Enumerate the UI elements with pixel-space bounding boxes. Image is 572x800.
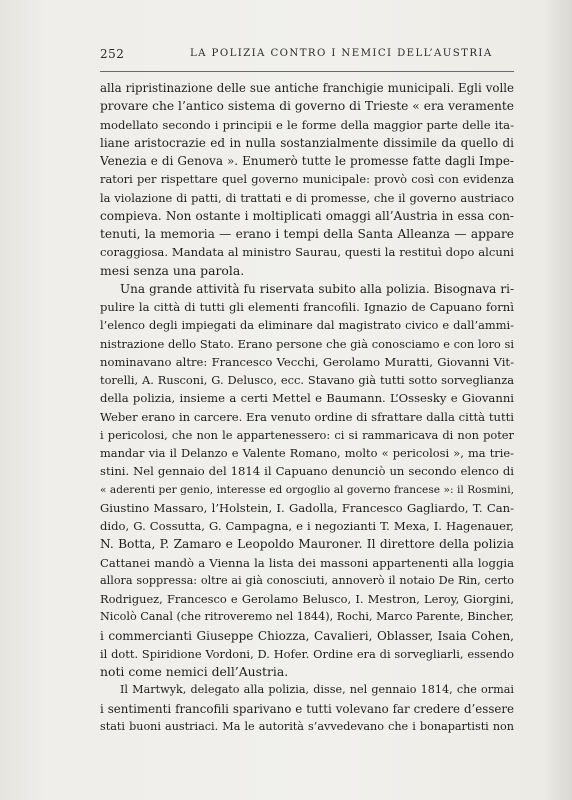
text-line: provare che l’antico sistema di governo di Trieste « era veramente bbox=[100, 99, 514, 114]
body-text bbox=[100, 79, 514, 736]
text-line: torelli, A. Rusconi, G. Delusco, ecc. Stavano già tutti sotto sorveglianza bbox=[100, 373, 514, 387]
text-line: tenuti, la memoria — erano i tempi della Santa Alleanza — appare bbox=[100, 227, 514, 241]
text-line: mandar via il Delanzo e Valente Romano, molto « pericolosi », ma trie- bbox=[100, 446, 514, 460]
text-line: Una grande attività fu riservata subito alla polizia. Bisognava ri- bbox=[120, 281, 514, 296]
text-line: nominavano altre: Francesco Vecchi, Gerolamo Muratti, Giovanni Vit- bbox=[100, 354, 514, 369]
text-line: la violazione di patti, di trattati e di promesse, che il governo austriaco bbox=[100, 190, 514, 205]
text-line: stati buoni austriaci. Ma le autorità s’avvedevano che i bonapartisti non bbox=[100, 719, 514, 733]
text-line: mesi senza una parola. bbox=[100, 262, 245, 278]
text-line: Giustino Massaro, l’Holstein, I. Gadolla, Francesco Gagliardo, T. Can- bbox=[100, 500, 514, 515]
running-head bbox=[100, 47, 514, 63]
text-line: « aderenti per genio, interesse ed orgoglio al governo francese »: il Rosmini, bbox=[100, 483, 514, 496]
text-line: i commercianti Giuseppe Chiozza, Cavalieri, Oblasser, Isaia Cohen, bbox=[100, 628, 514, 643]
text-line: liane aristocrazie ed in nulla sostanzialmente dissimile da quello di bbox=[100, 135, 514, 150]
page-number: 252 bbox=[100, 47, 125, 61]
text-line: allora soppressa: oltre ai già conosciuti, annoverò il notaio De Rin, certo bbox=[100, 573, 514, 587]
text-line: il dott. Spiridione Vordoni, D. Hofer. Ordine era di sorvegliarli, essendo bbox=[100, 646, 514, 661]
text-line: coraggiosa. Mandata al ministro Saurau, questi la restituì dopo alcuni bbox=[100, 245, 514, 260]
text-line: i pericolosi, che non le appartenessero: ci si rammaricava di non poter bbox=[100, 427, 514, 442]
text-line: Cattanei mandò a Vienna la lista dei massoni appartenenti alla loggia bbox=[100, 555, 514, 570]
text-line: l’elenco degli impiegati da eliminare dal magistrato civico e dall’ammi- bbox=[100, 318, 514, 333]
text-line: N. Botta, P. Zamaro e Leopoldo Mauroner. Il direttore della polizia bbox=[100, 537, 514, 552]
text-line: alla ripristinazione delle sue antiche franchigie municipali. Egli volle bbox=[100, 81, 514, 95]
text-line: stini. Nel gennaio del 1814 il Capuano denunciò un secondo elenco di bbox=[100, 464, 514, 479]
text-line: noti come nemici dell’Austria. bbox=[100, 664, 289, 679]
header-rule bbox=[100, 71, 514, 72]
text-line: ratori per rispettare quel governo municipale: provò così con evidenza bbox=[100, 172, 514, 187]
text-line: compieva. Non ostante i moltiplicati omaggi all’Austria in essa con- bbox=[100, 208, 514, 223]
text-line: dido, G. Cossutta, G. Campagna, e i negozianti T. Mexa, I. Hagenauer, bbox=[100, 519, 514, 533]
text-line: Nicolò Canal (che ritroveremo nel 1844), Rochi, Marco Parente, Bincher, bbox=[100, 610, 514, 624]
running-title: LA POLIZIA CONTRO I NEMICI DELL’AUSTRIA bbox=[190, 48, 493, 59]
text-line: pulire la città di tutti gli elementi francofili. Ignazio de Capuano fornì bbox=[100, 300, 514, 314]
text-line: Il Martwyk, delegato alla polizia, disse, nel gennaio 1814, che ormai bbox=[120, 683, 514, 697]
text-line: nistrazione dello Stato. Erano persone che già conosciamo e con loro si bbox=[100, 336, 514, 351]
text-line: Weber erano in carcere. Era venuto ordine di sfrattare dalla città tutti bbox=[100, 409, 514, 424]
text-line: della polizia, insieme a certi Mettel e Baumann. L’Ossesky e Giovanni bbox=[100, 391, 514, 406]
text-line: i sentimenti francofili sparivano e tutti volevano far credere d’essere bbox=[100, 701, 514, 716]
text-line: modellato secondo i principii e le forme della maggior parte delle ita- bbox=[100, 117, 514, 132]
page-edge-shadow bbox=[542, 0, 572, 800]
text-line: Venezia e di Genova ». Enumerò tutte le promesse fatte dagli Impe- bbox=[100, 154, 514, 168]
text-line: Rodriguez, Francesco e Gerolamo Belusco, I. Mestron, Leroy, Giorgini, bbox=[100, 592, 514, 606]
